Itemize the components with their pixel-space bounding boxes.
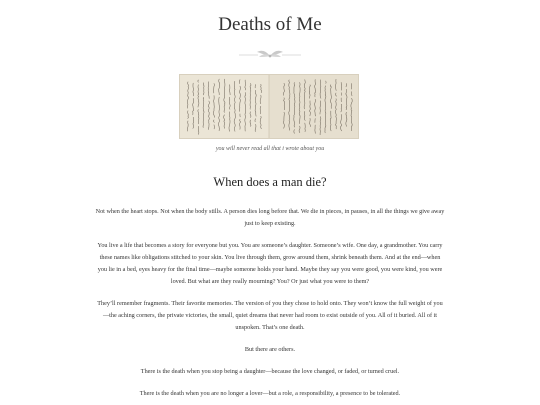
paragraph: You live a life that becomes a story for everyone but you. You are someone’s daughter. Someone’s wife. One day, a grandmother. You carry these names like obligations stitched to your skin. You live through them, grow around them, shrink beneath them. And at the end—when you lie in a bed, eyes heavy for the final time—maybe someone holds your hand. Maybe they say you were good, you were kind, you were loved. But what are they really mourning? You? Or just what you were to them? xyxy=(97,242,443,285)
paragraph: Not when the heart stops. Not when the body stills. A person dies long before that. We die in pieces, in pauses, in all the things we give away just to keep existing. xyxy=(95,208,445,227)
site-title[interactable]: Deaths of Me xyxy=(218,14,322,35)
paragraph: But there are others. xyxy=(244,346,296,353)
post-body xyxy=(95,206,445,405)
paragraph: They’ll remember fragments. Their favorite memories. The version of you they chose to hold onto. They won’t know the full weight of you—the aching corners, the private victories, the small, quiet dreams that never had room to exist outside of you. All of it buried. All of it unspoken. That’s one death. xyxy=(97,300,443,331)
wing-ornament-icon xyxy=(239,48,301,62)
featured-image xyxy=(179,74,359,139)
post-title[interactable]: When does a man die? xyxy=(213,175,327,189)
image-caption: you will never read all that i wrote about you xyxy=(215,146,325,152)
paragraph: There is the death when you stop being a daughter—because the love changed, or faded, or turned cruel. xyxy=(140,368,400,375)
handwritten-letter-image xyxy=(180,75,358,138)
paragraph: There is the death when you are no longer a lover—but a role, a responsibility, a presence to be tolerated. xyxy=(139,390,401,397)
